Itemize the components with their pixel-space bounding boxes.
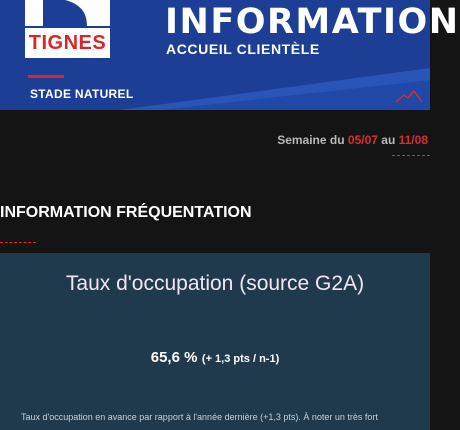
banner-subtitle: ACCUEIL CLIENTÈLE <box>166 41 320 57</box>
section-title: INFORMATION FRÉQUENTATION <box>0 204 252 221</box>
week-end-date: 11/08 <box>398 133 428 147</box>
occupancy-value: 65,6 % <box>150 349 198 366</box>
section-divider <box>0 242 36 243</box>
week-middle: au <box>381 133 396 147</box>
header-banner <box>0 0 460 110</box>
logo-accent-line <box>28 75 64 78</box>
week-prefix: Semaine du <box>277 133 345 147</box>
week-range <box>277 133 428 147</box>
banner-title: INFORMATION <box>165 2 460 42</box>
mountain-icon <box>394 88 424 104</box>
occupancy-rate <box>0 349 430 367</box>
week-divider <box>392 155 430 156</box>
occupancy-note: Taux d'occupation en avance par rapport à l'année dernière (+1,3 pts). À noter un très fort <box>21 412 378 422</box>
logo-wordmark: TIGNES <box>25 28 110 58</box>
week-start-date: 05/07 <box>347 133 378 147</box>
occupancy-panel <box>0 253 430 430</box>
logo-tagline: STADE NATUREL <box>30 87 134 101</box>
occupancy-delta: (+ 1,3 pts / n-1) <box>201 353 280 365</box>
occupancy-title: Taux d'occupation (source G2A) <box>65 272 365 295</box>
